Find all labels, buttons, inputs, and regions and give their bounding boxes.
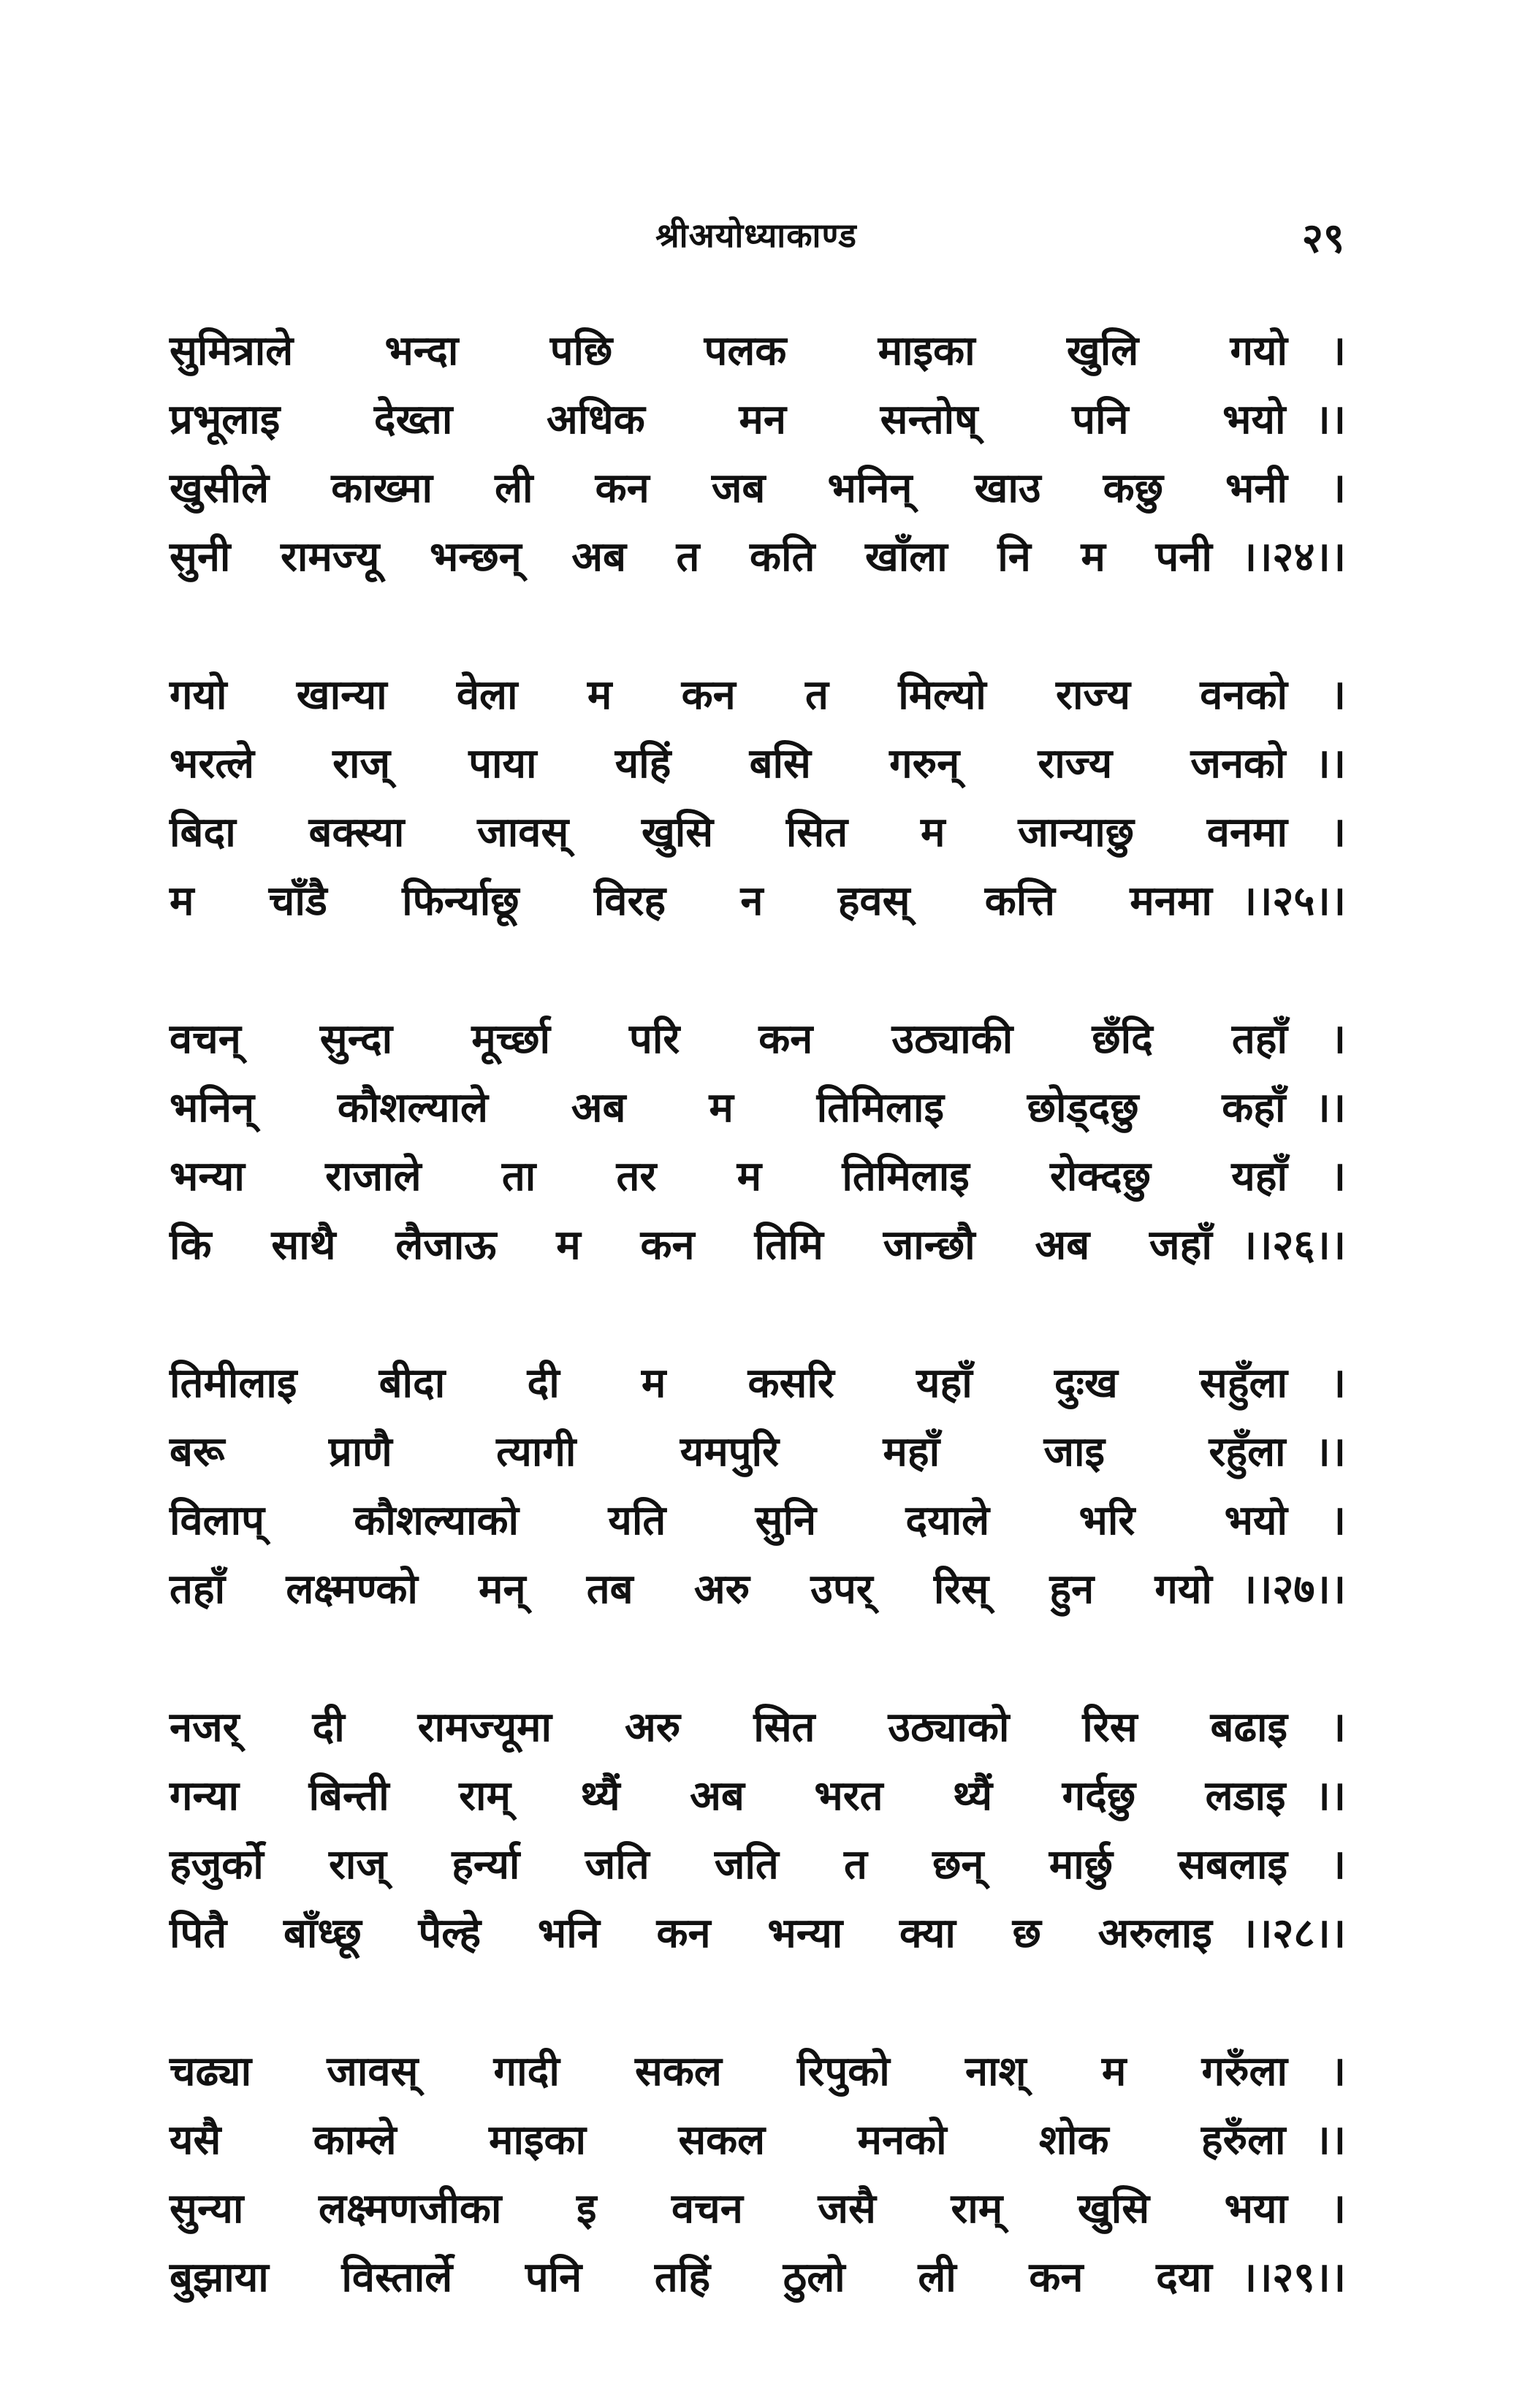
stanza-27	[170, 1354, 1346, 1628]
stanza-26	[170, 1010, 1346, 1284]
danda-mark: ।	[1330, 327, 1346, 375]
verse-text: म चाँडै फिर्न्याछू विरह न हवस् कत्ति मनमा	[170, 877, 1212, 925]
verse-text: चढ्या जावस् गादी सकल रिपुको नाश् म गरुँला	[170, 2048, 1287, 2095]
danda-mark: ।	[1330, 1497, 1346, 1544]
verse-line	[170, 803, 1346, 872]
verse-line	[170, 1354, 1346, 1422]
double-danda-mark: ।।	[1314, 1772, 1346, 1820]
verse-text: बुझाया विस्तार्ले पनि तहिं ठुलो ली कन दया	[170, 2254, 1212, 2301]
verse-number: ।।२७।।	[1241, 1566, 1346, 1613]
double-danda-mark: ।।	[1314, 740, 1346, 788]
verse-number: ।।२६।।	[1241, 1222, 1346, 1269]
verse-text: तहाँ लक्ष्मण्को मन् तब अरु उपर् रिस् हुन गयो	[170, 1566, 1212, 1613]
verse-text: यसै काम्ले माइका सकल मनको शोक हरुँला	[170, 2116, 1286, 2164]
verse-text: बिदा बक्स्या जावस् खुसि सित म जान्याछु वनमा	[170, 809, 1287, 856]
verse-line	[170, 1216, 1346, 1284]
verse-text: गयो खान्या वेला म कन त मिल्यो राज्य वनको	[170, 671, 1287, 719]
danda-mark: ।	[1330, 1153, 1346, 1200]
stanza-28	[170, 1698, 1346, 1973]
verse-line	[170, 2111, 1346, 2179]
verse-line	[170, 1904, 1346, 1973]
verse-line	[170, 2179, 1346, 2248]
verse-line	[170, 1835, 1346, 1904]
danda-mark: ।	[1330, 809, 1346, 856]
verse-text: नजर् दी रामज्यूमा अरु सित उठ्याको रिस बढाइ	[170, 1704, 1287, 1751]
stanza-29	[170, 2042, 1346, 2317]
verse-line	[170, 2248, 1346, 2317]
danda-mark: ।	[1330, 1016, 1346, 1063]
verse-line	[170, 734, 1346, 803]
verse-line	[170, 390, 1346, 459]
stanza-24	[170, 321, 1346, 596]
verse-text: वचन् सुन्दा मूर्च्छा परि कन उठ्याकी छँदि तहाँ	[170, 1016, 1287, 1063]
verse-number: ।।२५।।	[1241, 877, 1346, 925]
danda-mark: ।	[1330, 1841, 1346, 1889]
verse-line	[170, 2042, 1346, 2111]
verse-text: सुन्या लक्ष्मणजीका इ वचन जसै राम् खुसि भया	[170, 2185, 1287, 2233]
verse-line	[170, 872, 1346, 940]
verse-text: भन्या राजाले ता तर म तिमिलाइ रोक्दछु यहाँ	[170, 1153, 1287, 1200]
danda-mark: ।	[1330, 1704, 1346, 1751]
danda-mark: ।	[1330, 2185, 1346, 2233]
verse-line	[170, 1422, 1346, 1491]
double-danda-mark: ।।	[1314, 1084, 1346, 1132]
verse-text: पितै बाँध्छू पैल्हे भनि कन भन्या क्या छ अरुलाइ	[170, 1910, 1212, 1957]
verse-text: सुमित्राले भन्दा पछि पलक माइका खुलि गयो	[170, 327, 1287, 375]
verse-text: तिमीलाइ बीदा दी म कसरि यहाँ दुःख सहुँला	[170, 1360, 1287, 1407]
verse-line	[170, 1560, 1346, 1628]
verse-body	[170, 321, 1346, 2386]
verse-line	[170, 1491, 1346, 1560]
verse-text: हजुर्को राज् हर्न्या जति जति त छन् मार्छु सबलाइ	[170, 1841, 1287, 1889]
danda-mark: ।	[1330, 1360, 1346, 1407]
danda-mark: ।	[1330, 465, 1346, 512]
verse-text: भनिन् कौशल्याले अब म तिमिलाइ छोड्दछु कहाँ	[170, 1084, 1286, 1132]
verse-number: ।।२४।।	[1241, 533, 1346, 581]
verse-line	[170, 1767, 1346, 1835]
verse-text: गन्या बिन्ती राम् थ्यैं अब भरत थ्यैं गर्दछु लडाइ	[170, 1772, 1286, 1820]
verse-text: प्रभूलाइ देख्ता अधिक मन सन्तोष् पनि भयो	[170, 396, 1286, 443]
page-number: २९	[1301, 215, 1344, 262]
verse-text: बरू प्राणै त्यागी यमपुरि महाँ जाइ रहुँला	[170, 1428, 1286, 1476]
verse-line	[170, 459, 1346, 527]
verse-text: कि साथै लैजाऊ म कन तिमि जान्छौ अब जहाँ	[170, 1222, 1212, 1269]
danda-mark: ।	[1330, 2048, 1346, 2095]
verse-text: खुसीले काख्मा ली कन जब भनिन् खाउ कछु भनी	[170, 465, 1287, 512]
verse-number: ।।२८।।	[1241, 1910, 1346, 1957]
verse-line	[170, 527, 1346, 596]
verse-line	[170, 1698, 1346, 1767]
verse-line	[170, 666, 1346, 734]
verse-text: विलाप् कौशल्याको यति सुनि दयाले भरि भयो	[170, 1497, 1287, 1544]
verse-line	[170, 1147, 1346, 1216]
verse-number: ।।२९।।	[1241, 2254, 1346, 2301]
verse-line	[170, 1010, 1346, 1078]
double-danda-mark: ।।	[1314, 396, 1346, 443]
double-danda-mark: ।।	[1314, 1428, 1346, 1476]
verse-text: भरत्ले राज् पाया यहिं बसि गरुन् राज्य जनको	[170, 740, 1286, 788]
chapter-title: श्रीअयोध्याकाण्ड	[655, 216, 857, 255]
double-danda-mark: ।।	[1314, 2116, 1346, 2164]
stanza-25	[170, 666, 1346, 940]
verse-line	[170, 321, 1346, 390]
danda-mark: ।	[1330, 671, 1346, 719]
verse-text: सुनी रामज्यू भन्छन् अब त कति खाँला नि म पनी	[170, 533, 1212, 581]
running-head	[168, 212, 1344, 270]
verse-line	[170, 1078, 1346, 1147]
